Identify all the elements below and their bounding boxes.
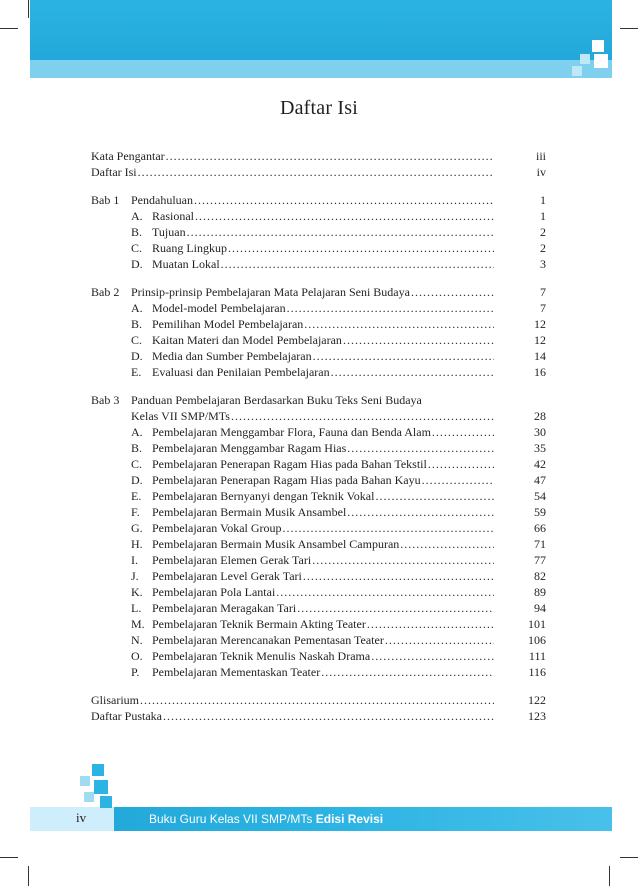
entry-page: iv [536,165,546,179]
dot-leader [287,300,494,316]
subentry-letter: E. [131,365,142,379]
entry-title: Daftar Pustaka [91,709,162,723]
subentry-letter: D. [131,257,143,271]
table-of-contents [91,148,546,724]
dot-leader [303,568,494,584]
crop-mark [28,866,29,886]
dot-leader [385,632,494,648]
chapter-title: Pendahuluan [131,193,193,207]
dot-leader [194,192,494,208]
subentry-page: 30 [534,425,546,439]
subentry-letter: D. [131,349,143,363]
subentry-letter: J. [131,569,139,583]
subentry-page: 111 [528,649,546,663]
subentry-letter: A. [131,301,143,315]
entry-page: 122 [528,693,546,707]
subentry-letter: N. [131,633,143,647]
toc-entry[interactable] [91,164,546,180]
toc-subentry[interactable] [91,600,546,616]
subentry-letter: B. [131,225,143,239]
subentry-title: Pembelajaran Elemen Gerak Tari [152,553,312,567]
toc-subentry[interactable] [91,568,546,584]
toc-subentry[interactable] [91,240,546,256]
chapter-title: Prinsip-prinsip Pembelajaran Mata Pelajaran Seni Budaya [131,285,410,299]
subentry-page: 54 [534,489,546,503]
dot-leader [428,456,494,472]
dot-leader [422,472,494,488]
dot-leader [321,664,494,680]
toc-subentry[interactable] [91,488,546,504]
subentry-title: Pemilihan Model Pembelajaran [152,317,304,331]
toc-subentry[interactable] [91,424,546,440]
subentry-page: 59 [534,505,546,519]
subentry-page: 42 [534,457,546,471]
subentry-title: Media dan Sumber Pembelajaran [152,349,312,363]
dot-leader [166,148,494,164]
dot-leader [304,316,494,332]
subentry-title: Pembelajaran Penerapan Ragam Hias pada Bahan Tekstil [152,457,427,471]
toc-subentry[interactable] [91,332,546,348]
dot-leader [432,424,494,440]
dot-leader [313,348,494,364]
chapter-title: Panduan Pembelajaran Berdasarkan Buku Teks Seni Budaya [131,393,422,407]
toc-subentry[interactable] [91,536,546,552]
chapter-heading-cont[interactable] [91,408,546,424]
subentry-letter: C. [131,333,143,347]
dot-leader [138,164,494,180]
subentry-letter: P. [131,665,140,679]
subentry-page: 94 [534,601,546,615]
subentry-title: Pembelajaran Penerapan Ragam Hias pada Bahan Kayu [152,473,421,487]
crop-mark [0,857,18,858]
toc-subentry[interactable] [91,456,546,472]
dot-leader [163,708,494,724]
dot-leader [312,552,494,568]
toc-subentry[interactable] [91,504,546,520]
subentry-letter: K. [131,585,143,599]
subentry-title: Pembelajaran Teknik Bermain Akting Teater [152,617,366,631]
chapter-heading[interactable] [91,392,546,408]
subentry-title: Pembelajaran Menggambar Flora, Fauna dan Benda Alam [152,425,431,439]
dot-leader [343,332,494,348]
chapter-heading[interactable] [91,192,546,208]
toc-subentry[interactable] [91,256,546,272]
subentry-page: 16 [534,365,546,379]
dot-leader [331,364,494,380]
subentry-letter: C. [131,241,143,255]
subentry-letter: L. [131,601,142,615]
toc-subentry[interactable] [91,440,546,456]
header-pixel-decoration [572,40,612,80]
page-number: iv [76,810,87,825]
entry-title: Kata Pengantar [91,149,165,163]
subentry-page: 7 [540,301,546,315]
chapter-page: 7 [540,285,546,299]
chapter-page: 1 [540,193,546,207]
toc-entry[interactable] [91,708,546,724]
page-title: Daftar Isi [279,97,359,119]
subentry-title: Ruang Lingkup [152,241,227,255]
dot-leader [187,224,494,240]
entry-page: iii [535,149,546,163]
subentry-letter: C. [131,457,143,471]
toc-subentry[interactable] [91,208,546,224]
dot-leader [228,240,494,256]
chapter-number: Bab 1 [91,193,120,207]
subentry-page: 71 [534,537,546,551]
edition-label: Edisi Revisi [315,812,384,826]
subentry-title: Pembelajaran Level Gerak Tari [152,569,302,583]
subentry-title: Pembelajaran Menggambar Ragam Hias [152,441,347,455]
dot-leader [140,692,494,708]
subentry-letter: O. [131,649,143,663]
toc-subentry[interactable] [91,632,546,648]
dot-leader [283,520,494,536]
dot-leader [375,488,494,504]
subentry-letter: B. [131,441,143,455]
toc-subentry[interactable] [91,584,546,600]
subentry-page: 2 [540,225,546,239]
dot-leader [371,648,494,664]
header-band-stripe [30,60,612,78]
footer-pixel-decoration [64,764,114,808]
dot-leader [297,600,494,616]
chapter-number: Bab 2 [91,285,120,299]
subentry-page: 77 [534,553,546,567]
subentry-title: Pembelajaran Bermain Musik Ansambel Campuran [152,537,400,551]
toc-subentry[interactable] [91,316,546,332]
subentry-page: 1 [540,209,546,223]
dot-leader [221,256,494,272]
subentry-letter: E. [131,489,142,503]
chapter-title-line2: Kelas VII SMP/MTs [131,409,230,423]
crop-mark [28,0,29,18]
toc-entry[interactable] [91,148,546,164]
subentry-title: Tujuan [152,225,186,239]
toc-subentry[interactable] [91,616,546,632]
subentry-title: Pembelajaran Bermain Musik Ansambel [152,505,347,519]
chapter-page: 28 [534,409,546,423]
toc-subentry[interactable] [91,648,546,664]
subentry-title: Pembelajaran Mementaskan Teater [152,665,321,679]
toc-subentry[interactable] [91,364,546,380]
toc-subentry[interactable] [91,664,546,680]
toc-subentry[interactable] [91,472,546,488]
toc-entry[interactable] [91,692,546,708]
subentry-page: 35 [534,441,546,455]
dot-leader [231,408,494,424]
dot-leader [276,584,494,600]
subentry-page: 12 [534,317,546,331]
subentry-page: 3 [540,257,546,271]
subentry-page: 82 [534,569,546,583]
subentry-title: Rasional [152,209,194,223]
footer-band-left [30,807,114,831]
dot-leader [347,440,494,456]
entry-title: Daftar Isi [91,165,137,179]
subentry-title: Kaitan Materi dan Model Pembelajaran [152,333,342,347]
subentry-letter: I. [131,553,138,567]
subentry-title: Model-model Pembelajaran [152,301,286,315]
subentry-letter: B. [131,317,143,331]
dot-leader [347,504,494,520]
subentry-page: 116 [528,665,546,679]
book-title: Buku Guru Kelas VII SMP/MTs [149,812,313,826]
toc-subentry[interactable] [91,348,546,364]
chapter-number: Bab 3 [91,393,120,407]
toc-subentry[interactable] [91,520,546,536]
subentry-page: 47 [534,473,546,487]
chapter-heading[interactable] [91,284,546,300]
subentry-title: Pembelajaran Merencanakan Pementasan Teater [152,633,384,647]
subentry-page: 101 [528,617,546,631]
subentry-letter: F. [131,505,140,519]
dot-leader [195,208,494,224]
subentry-title: Pembelajaran Pola Lantai [152,585,276,599]
subentry-page: 14 [534,349,546,363]
subentry-title: Pembelajaran Meragakan Tari [152,601,297,615]
subentry-letter: H. [131,537,143,551]
entry-title: Glisarium [91,693,139,707]
crop-mark [620,28,638,29]
subentry-letter: A. [131,209,143,223]
subentry-page: 89 [534,585,546,599]
subentry-title: Pembelajaran Bernyanyi dengan Teknik Vokal [152,489,375,503]
crop-mark [0,28,18,29]
subentry-page: 106 [528,633,546,647]
subentry-page: 66 [534,521,546,535]
subentry-letter: D. [131,473,143,487]
subentry-title: Evaluasi dan Penilaian Pembelajaran [152,365,330,379]
subentry-letter: A. [131,425,143,439]
toc-subentry[interactable] [91,224,546,240]
subentry-title: Pembelajaran Teknik Menulis Naskah Drama [152,649,371,663]
dot-leader [367,616,494,632]
subentry-letter: G. [131,521,143,535]
dot-leader [411,284,494,300]
crop-mark [609,866,610,886]
subentry-letter: M. [131,617,145,631]
toc-subentry[interactable] [91,552,546,568]
entry-page: 123 [528,709,546,723]
dot-leader [400,536,494,552]
subentry-page: 12 [534,333,546,347]
footer-book-title [149,812,383,826]
toc-subentry[interactable] [91,300,546,316]
subentry-page: 2 [540,241,546,255]
subentry-title: Pembelajaran Vokal Group [152,521,282,535]
subentry-title: Muatan Lokal [152,257,220,271]
crop-mark [620,857,638,858]
